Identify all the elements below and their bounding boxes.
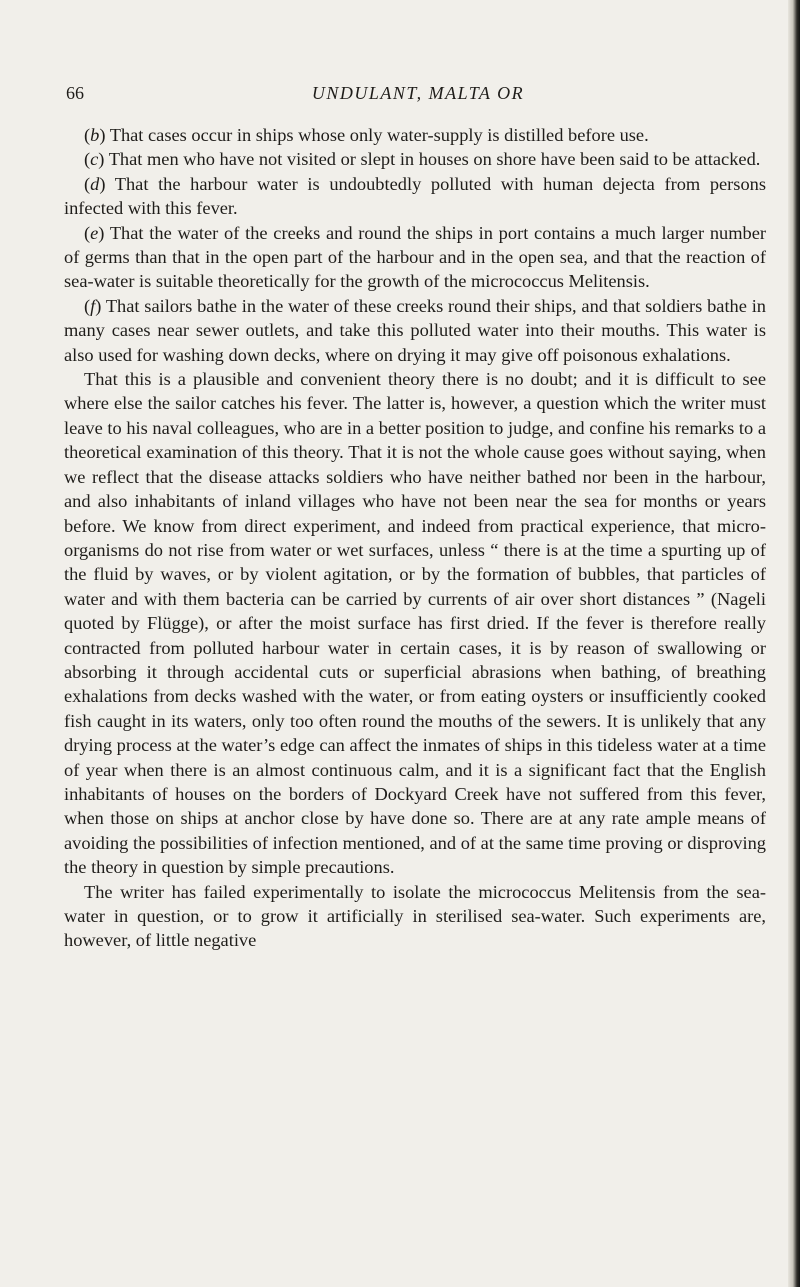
paragraph-theory: That this is a plausible and convenient theory there is no doubt; and it is difficult to see where else the sailor catches his fever. The latter is, however, a question which the writer must leave to his naval colleagues, who are in a better position to judge, and confine his remarks to a theoretical examination of this theory. That it is not the whole cause goes without saying, when we reflect that the disease attacks soldiers who have neither bathed nor been in the harbour, and also inhabitants of inland villages who have not been near the sea for months or years before. We know from direct experiment, and indeed from practical experience, that micro-organisms do not rise from water or wet surfaces, unless “ there is at the time a spurting up of the fluid by waves, or by violent agitation, or by the formation of bubbles, that particles of water and with them bacteria can be carried by currents of air over short distances ” (Nageli quoted by Flügge), or after the moist surface has first dried. If the fever is therefore really contracted from polluted harbour water in certain cases, it is by reason of swallowing or absorbing it through accidental cuts or superficial abrasions when bathing, of breathing exhalations from decks washed with the water, or from eating oysters or insufficiently cooked fish caught in its waters, only too often round the mouths of the sewers. It is unlikely that any drying process at the water’s edge can affect the inmates of ships in this tideless water at a time of year when there is an almost continuous calm, and it is a significant fact that the English inhabitants of houses on the borders of Dockyard Creek have not suffered from this fever, when those on ships at anchor close by have done so. There are at any rate ample means of avoiding the possibilities of infection mentioned, and of at the same time proving or disproving the theory in question by simple precautions. bbox=[64, 369, 766, 878]
page-number: 66 bbox=[66, 83, 84, 103]
paragraph-text: That cases occur in ships whose only water-supply is distilled before use. bbox=[109, 125, 649, 145]
item-mark: f bbox=[90, 295, 96, 316]
paragraph-experiments: The writer has failed experimentally to isolate the micrococcus Melitensis from the sea-water in question, or to grow it artificially in sterilised sea-water. Such experiments are, however, of little negative bbox=[64, 881, 766, 951]
paragraph-c: (c) That men who have not visited or slept in houses on shore have been said to be attacked. bbox=[84, 149, 761, 170]
page-edge-shadow bbox=[788, 0, 800, 1287]
paragraph-e: (e) That the water of the creeks and round the ships in port contains a much larger number of germs than that in the open part of the harbour and in the open sea, and that the reaction of sea-water is suitable theoretically for the growth of the micrococcus Melitensis. bbox=[64, 222, 766, 292]
running-head: UNDULANT, MALTA OR bbox=[311, 83, 525, 103]
paragraph-text: That the water of the creeks and round the ships in port contains a much larger number of germs than that in the open part of the harbour and in the open sea, and that the reaction of sea-water is suitable theoretically for the growth of the micrococcus Melitensis. bbox=[64, 222, 766, 292]
paragraph-b: (b) That cases occur in ships whose only water-supply is distilled before use. bbox=[84, 125, 649, 145]
paragraph-d: (d) That the harbour water is undoubtedly polluted with human dejecta from persons infected with this fever. bbox=[64, 173, 767, 219]
paragraph-f: (f) That sailors bathe in the water of these creeks round their ships, and that soldiers bathe in many cases near sewer outlets, and take this polluted water into their mouths. This water is also used for washing down decks, where on drying it may give off poisonous exhalations. bbox=[64, 295, 767, 365]
item-mark: d bbox=[90, 173, 100, 194]
item-mark: b bbox=[90, 125, 100, 145]
paragraph-text: That the harbour water is undoubtedly polluted with human dejecta from persons infected with this fever. bbox=[64, 173, 767, 219]
body-text bbox=[64, 123, 766, 953]
paragraph-text: That men who have not visited or slept in houses on shore have been said to be attacked. bbox=[108, 149, 761, 170]
item-mark: e bbox=[90, 222, 99, 243]
page-header bbox=[64, 83, 764, 107]
paragraph-text: That sailors bathe in the water of these creeks round their ships, and that soldiers bathe in many cases near sewer outlets, and take this polluted water into their mouths. This water is also used for washing down decks, where on drying it may give off poisonous exhalations. bbox=[64, 295, 767, 365]
item-mark: c bbox=[90, 149, 99, 170]
